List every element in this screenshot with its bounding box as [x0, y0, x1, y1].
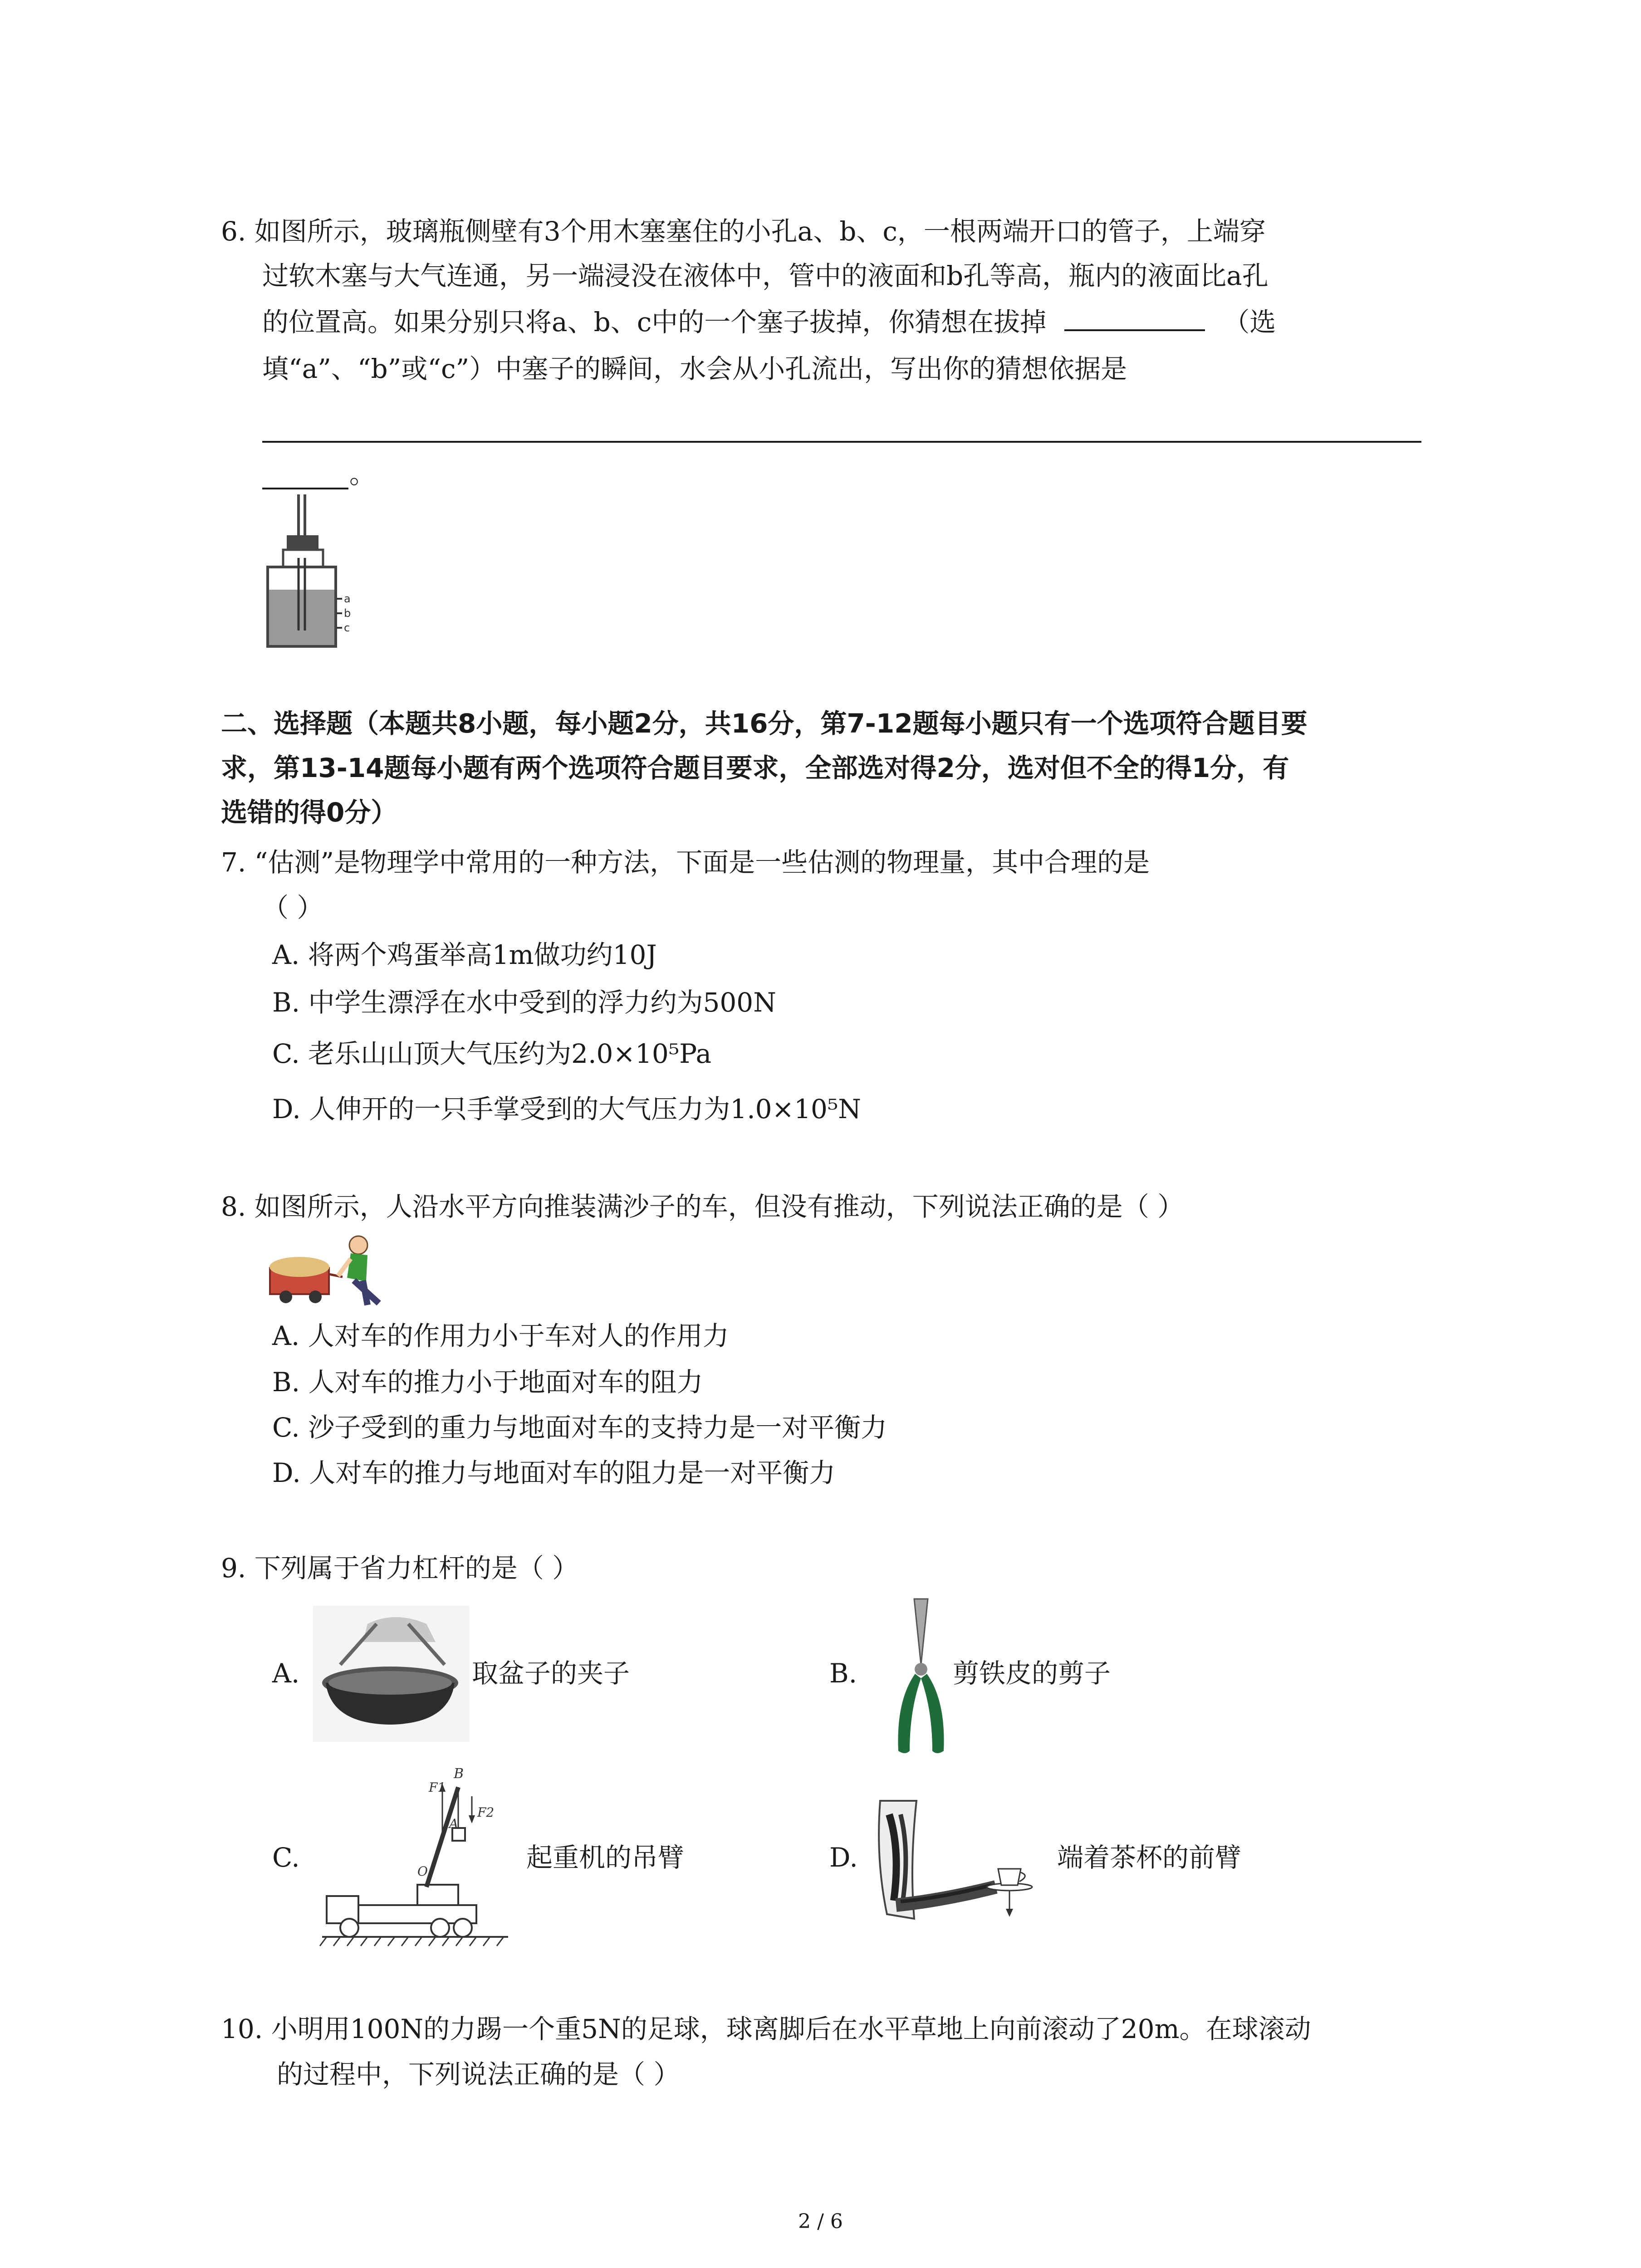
crane-label-b: B [454, 1766, 464, 1782]
tin-snips-image [878, 1597, 964, 1760]
crane-diagram [318, 1760, 513, 1960]
q6-answer-blank-2[interactable] [262, 441, 1421, 443]
q8-option-d[interactable]: D. 人对车的推力与地面对车的阻力是一对平衡力 [272, 1457, 836, 1488]
q9-option-a-caption: 取盆子的夹子 [472, 1658, 630, 1689]
q9-stem: 9. 下列属于省力杠杆的是（ ） [221, 1553, 579, 1584]
page-number: 2 / 6 [798, 2210, 843, 2233]
q8-stem: 8. 如图所示，人沿水平方向推装满沙子的车，但没有推动，下列说法正确的是（ ） [221, 1191, 1184, 1222]
q9-option-b-caption: 剪铁皮的剪子 [953, 1658, 1111, 1689]
q8-option-a[interactable]: A. 人对车的作用力小于车对人的作用力 [272, 1320, 729, 1351]
q6-line-3 [262, 306, 1276, 338]
crane-label-f2: F2 [477, 1805, 495, 1820]
bottle-figure [263, 494, 354, 649]
section-2-heading-2: 求，第13-14题每小题有两个选项符合题目要求，全部选对得2分，选对但不全的得1分，有 [221, 753, 1289, 783]
q6-answer-blank-3[interactable] [262, 488, 348, 489]
q9-option-b-letter[interactable]: B. [829, 1658, 857, 1689]
q9-option-d-caption: 端着茶杯的前臂 [1057, 1842, 1242, 1873]
q7-stem: 7. “估测”是物理学中常用的一种方法，下面是一些估测的物理量，其中合理的是 [221, 847, 1150, 878]
forearm-teacup-image [873, 1796, 1064, 1928]
pot-clamp-image [313, 1606, 470, 1742]
q7-option-a[interactable]: A. 将两个鸡蛋举高1m做功约10J [272, 939, 657, 970]
q9-option-c-letter[interactable]: C. [272, 1842, 300, 1873]
q6-line-2: 过软木塞与大气连通，另一端浸没在液体中，管中的液面和b孔等高，瓶内的液面比a孔 [262, 260, 1269, 291]
hole-a-label: a [344, 592, 351, 605]
q7-option-b[interactable]: B. 中学生漂浮在水中受到的浮力约为500N [272, 987, 776, 1018]
crane-label-a: A [449, 1816, 459, 1831]
q9-option-a-letter[interactable]: A. [272, 1658, 300, 1689]
q8-option-b[interactable]: B. 人对车的推力小于地面对车的阻力 [272, 1367, 703, 1398]
q6-line-1: 6. 如图所示，玻璃瓶侧壁有3个用木塞塞住的小孔a、b、c，一根两端开口的管子，上端穿 [221, 216, 1266, 247]
q10-line-2: 的过程中，下列说法正确的是（ ） [277, 2059, 680, 2090]
crane-label-f1: F1 [429, 1780, 446, 1795]
q6-line-4: 填“a”、“b”或“c”）中塞子的瞬间，水会从小孔流出，写出你的猜想依据是 [262, 353, 1127, 384]
q10-line-1: 10. 小明用100N的力踢一个重5N的足球，球离脚后在水平草地上向前滚动了20m。在球滚动 [221, 2014, 1311, 2044]
q6-line-end: 。 [349, 459, 376, 489]
q9-option-d-letter[interactable]: D. [829, 1842, 858, 1873]
q6-line-3-tail: （选 [1223, 307, 1276, 337]
hole-b-label: b [344, 607, 351, 620]
crane-label-o: O [417, 1864, 428, 1879]
section-2-heading-3: 选错的得0分） [221, 797, 397, 828]
q6-line-3-text: 的位置高。如果分别只将a、b、c中的一个塞子拔掉，你猜想在拔掉 [262, 307, 1047, 337]
q8-option-c[interactable]: C. 沙子受到的重力与地面对车的支持力是一对平衡力 [272, 1412, 887, 1443]
section-2-heading-1: 二、选择题（本题共8小题，每小题2分，共16分，第7-12题每小题只有一个选项符合题目要 [221, 708, 1308, 739]
q7-option-d[interactable]: D. 人伸开的一只手掌受到的大气压力为1.0×10⁵N [272, 1094, 861, 1124]
cart-push-figure [265, 1227, 392, 1309]
q7-option-c[interactable]: C. 老乐山山顶大气压约为2.0×10⁵Pa [272, 1038, 712, 1069]
hole-c-label: c [344, 621, 350, 634]
q9-option-c-caption: 起重机的吊臂 [526, 1842, 685, 1873]
q7-answer-paren[interactable]: （ ） [262, 892, 323, 923]
q6-answer-blank-1[interactable] [1064, 307, 1205, 331]
